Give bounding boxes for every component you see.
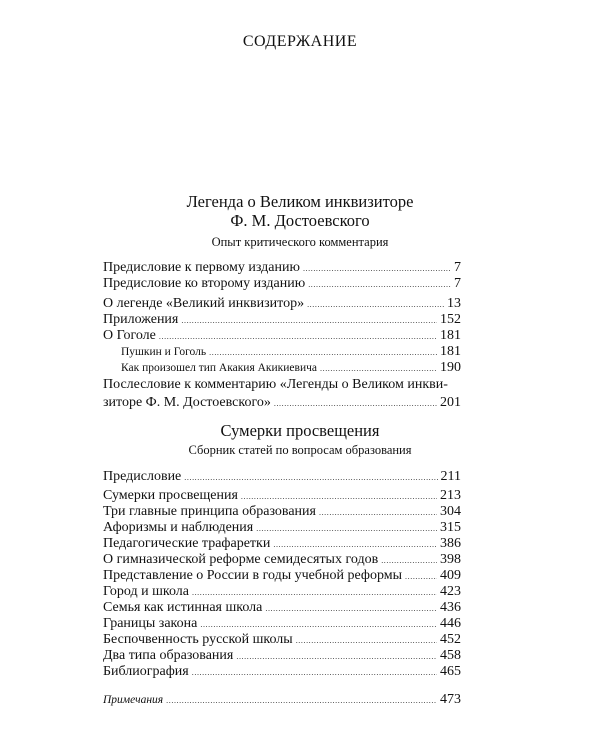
toc-entry-page: 304 xyxy=(440,504,461,519)
toc-entry-page: 452 xyxy=(440,632,461,647)
toc-entry-page: 315 xyxy=(440,520,461,535)
toc-entry-page: 386 xyxy=(440,536,461,551)
toc-leader-dots xyxy=(166,692,437,709)
toc-leader-dots xyxy=(184,469,437,486)
toc-entry-page: 190 xyxy=(440,360,461,375)
section2-title: Сумерки просвещения xyxy=(220,421,380,440)
toc-entry-page: 7 xyxy=(454,276,461,291)
toc-entry-page: 211 xyxy=(440,469,461,484)
toc-entry-title: Сумерки просвещения xyxy=(103,488,238,503)
toc-entry-title: Библиография xyxy=(103,664,189,679)
toc-entry-title: Предисловие ко второму изданию xyxy=(103,276,306,291)
toc-entry-page: 436 xyxy=(440,600,461,615)
toc-entry-title-line1: Послесловие к комментарию «Легенды о Великом инкви- xyxy=(103,377,448,392)
toc-entry-page: 423 xyxy=(440,584,461,599)
toc-entry-page: 152 xyxy=(440,312,461,327)
toc-entry-title: О Гоголе xyxy=(103,328,156,343)
toc-leader-dots xyxy=(320,360,437,377)
toc-entry-title: Предисловие к первому изданию xyxy=(103,260,300,275)
toc-entry-page: 465 xyxy=(440,664,461,679)
toc-leader-dots xyxy=(192,664,437,681)
toc-entry-page: 213 xyxy=(440,488,461,503)
toc-entry-title: Город и школа xyxy=(103,584,189,599)
toc-entry[interactable] xyxy=(103,663,461,681)
toc-entry[interactable] xyxy=(103,275,461,293)
toc-entry-page: 201 xyxy=(440,395,461,410)
toc-entry-page: 181 xyxy=(440,344,461,359)
toc-entry-title-line2: зиторе Ф. М. Достоевского» xyxy=(103,395,271,410)
toc-entry-title: Два типа образования xyxy=(103,648,234,663)
toc-entry-page: 398 xyxy=(440,552,461,567)
toc-entry-title: Границы закона xyxy=(103,616,198,631)
toc-entry-title: Примечания xyxy=(103,694,164,706)
toc-entry-afterword[interactable] xyxy=(103,376,461,413)
toc-entry-page: 13 xyxy=(447,296,461,311)
toc-entry-page: 458 xyxy=(440,648,461,663)
section1-subtitle: Опыт критического комментария xyxy=(211,235,389,249)
page-title: СОДЕРЖАНИЕ xyxy=(242,33,358,50)
toc-entry-page: 473 xyxy=(440,692,461,707)
toc-entry-title: Три главные принципа образования xyxy=(103,504,316,519)
toc-subentry[interactable] xyxy=(121,359,461,377)
toc-entry-title: Представление о России в годы учебной реформы xyxy=(103,568,403,583)
toc-entry-title: Семья как истинная школа xyxy=(103,600,263,615)
toc-entry-title: О легенде «Великий инквизитор» xyxy=(103,296,305,311)
toc-entry-notes[interactable] xyxy=(103,691,461,709)
toc-leader-dots xyxy=(274,395,437,413)
toc-entry-title: Беспочвенность русской школы xyxy=(103,632,293,647)
toc-entry-title: Как произошел тип Акакия Акикиевича xyxy=(121,362,317,374)
toc-entry-page: 409 xyxy=(440,568,461,583)
toc-entry-title: Предисловие xyxy=(103,469,182,484)
toc-entry[interactable] xyxy=(103,468,461,486)
toc-entry-page: 446 xyxy=(440,616,461,631)
section2-subtitle: Сборник статей по вопросам образования xyxy=(188,443,412,457)
toc-entry-page: 181 xyxy=(440,328,461,343)
section1-title-line1: Легенда о Великом инквизиторе xyxy=(186,192,414,211)
toc-entry-page: 7 xyxy=(454,260,461,275)
toc-entry-title: Педагогические трафаретки xyxy=(103,536,271,551)
toc-entry-title: О гимназической реформе семидесятых годов xyxy=(103,552,379,567)
toc-entry-title: Приложения xyxy=(103,312,179,327)
toc-leader-dots xyxy=(308,276,451,293)
toc-entry-title: Афоризмы и наблюдения xyxy=(103,520,254,535)
toc-entry-title: Пушкин и Гоголь xyxy=(121,346,207,358)
section1-title-line2: Ф. М. Достоевского xyxy=(230,211,370,230)
